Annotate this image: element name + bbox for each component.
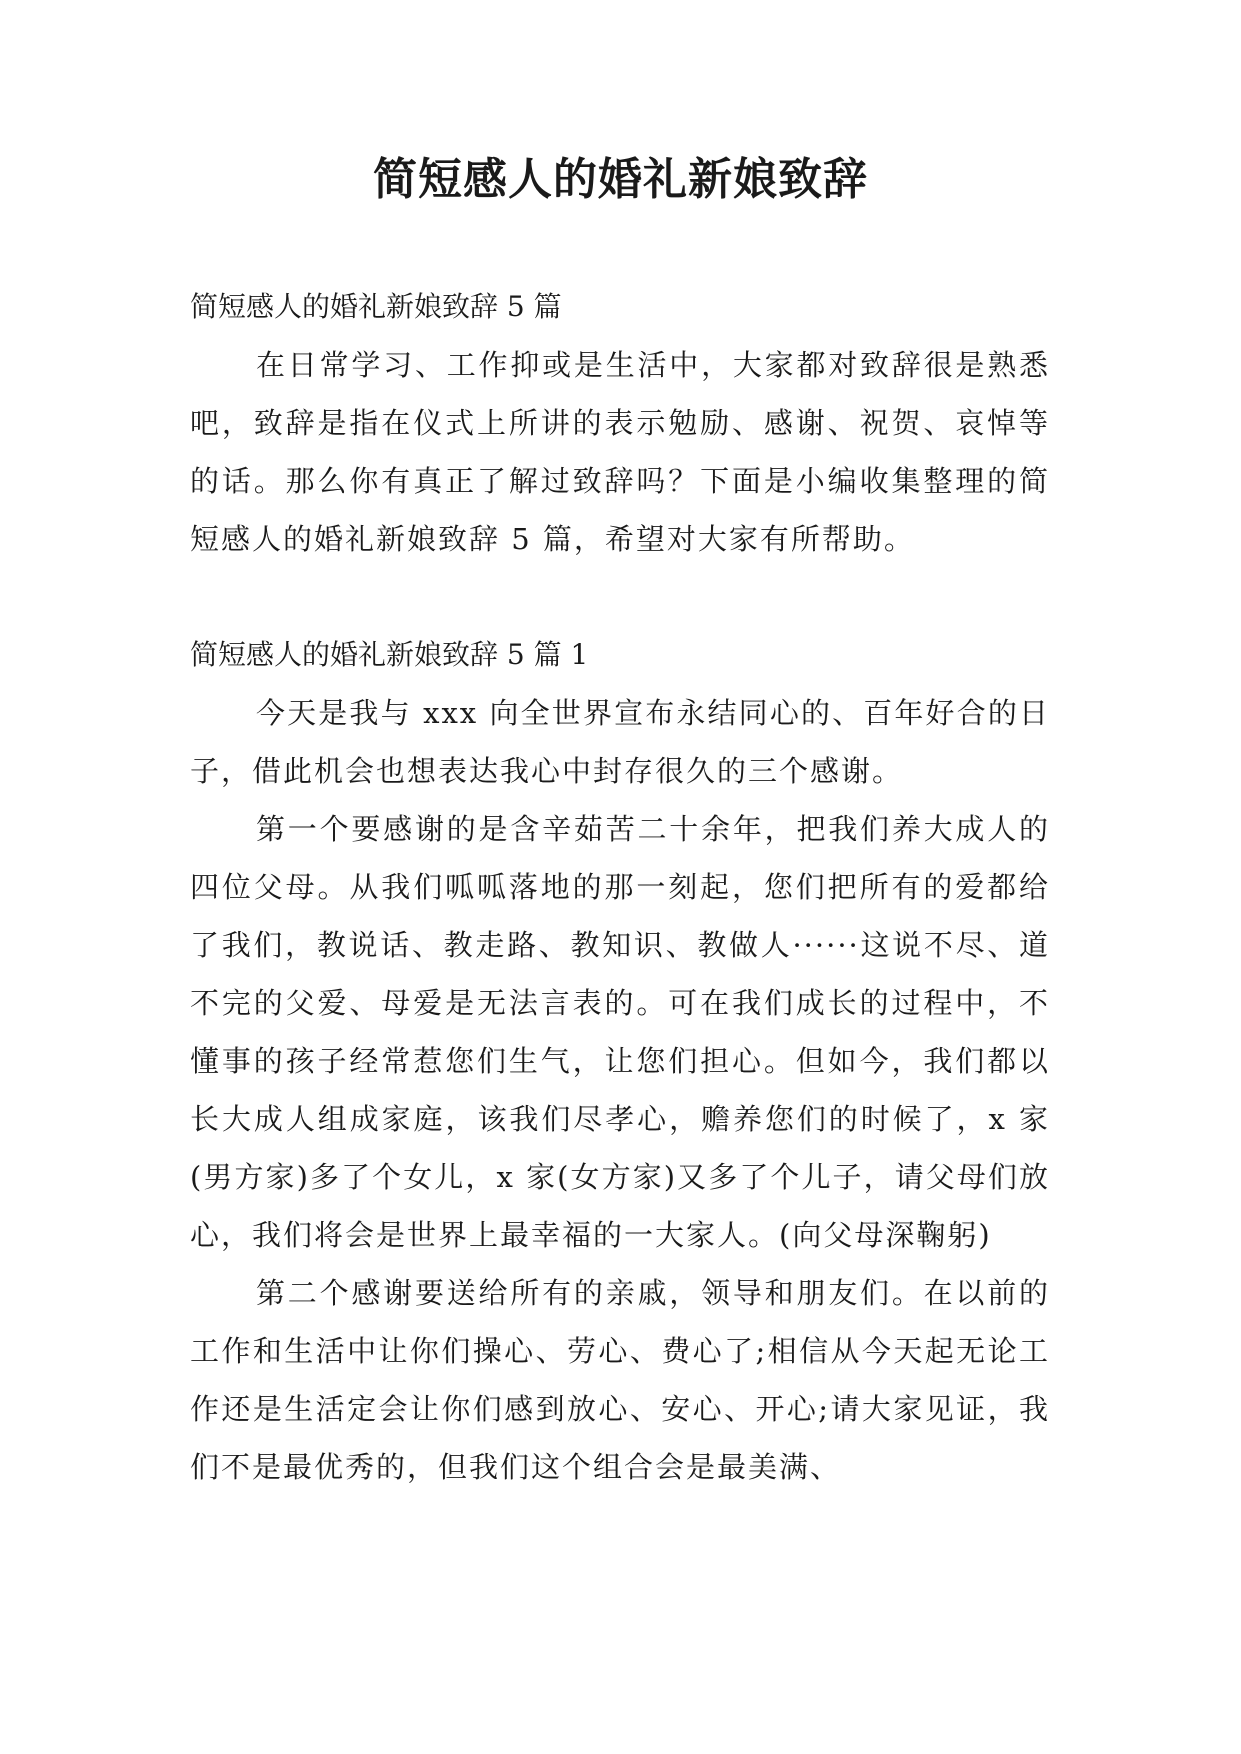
speech-paragraph-parents: 第一个要感谢的是含辛茹苦二十余年，把我们养大成人的四位父母。从我们呱呱落地的那一刻起，您们把所有的爱都给了我们，教说话、教走路、教知识、教做人······这说不尽、道不完的父爱、母爱是无法言表的。可在我们成长的过程中，不懂事的孩子经常惹您们生气，让您们担心。但如今，我们都以长大成人组成家庭，该我们尽孝心，赡养您们的时候了，x 家(男方家)多了个女儿，x 家(女方家)又多了个儿子，请父母们放心，我们将会是世界上最幸福的一大家人。(向父母深鞠躬): [190, 812, 1050, 1252]
speech-paragraph-friends: 第二个感谢要送给所有的亲戚，领导和朋友们。在以前的工作和生活中让你们操心、劳心、费心了;相信从今天起无论工作还是生活定会让你们感到放心、安心、开心;请大家见证，我们不是最优秀的，但我们这个组合会是最美满、: [190, 1276, 1050, 1484]
document-title: 简短感人的婚礼新娘致辞: [373, 154, 868, 205]
speech-paragraph-opening: 今天是我与 xxx 向全世界宣布永结同心的、百年好合的日子，借此机会也想表达我心中封存很久的三个感谢。: [190, 696, 1050, 788]
document-body: [190, 278, 1050, 1496]
section-spacer: [190, 568, 1050, 626]
section-heading-intro: 简短感人的婚礼新娘致辞 5 篇: [190, 290, 562, 323]
intro-paragraph: 在日常学习、工作抑或是生活中，大家都对致辞很是熟悉吧，致辞是指在仪式上所讲的表示勉励、感谢、祝贺、哀悼等的话。那么你有真正了解过致辞吗？下面是小编收集整理的简短感人的婚礼新娘致辞 5 篇，希望对大家有所帮助。: [190, 348, 1050, 556]
section-heading-speech-1: 简短感人的婚礼新娘致辞 5 篇 1: [190, 638, 589, 671]
